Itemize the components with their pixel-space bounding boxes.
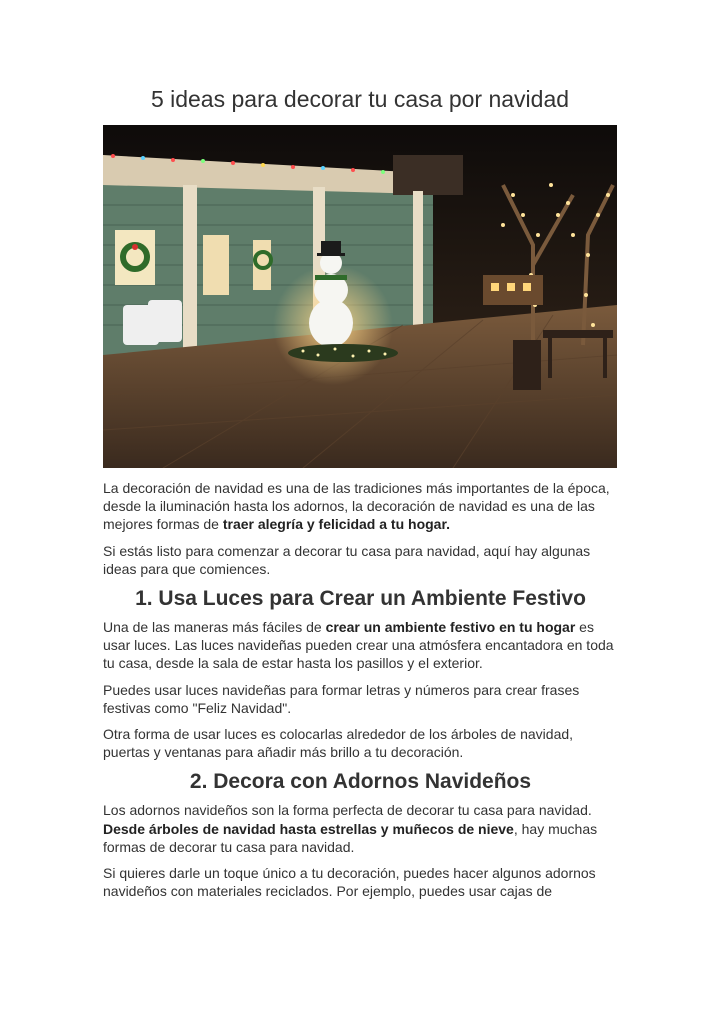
section-1-text: Una de las maneras más fáciles de xyxy=(103,619,326,636)
section-2-text: Los adornos navideños son la forma perfecta de decorar tu casa para navidad. xyxy=(103,802,592,819)
section-1-paragraph-3: Otra forma de usar luces es colocarlas alrededor de los árboles de navidad, puertas y ventanas para añadir más brillo a tu decoración. xyxy=(103,726,574,761)
section-1-paragraph-1 xyxy=(103,618,618,673)
page-title: 5 ideas para decorar tu casa por navidad xyxy=(150,86,570,112)
section-1-text-after: es usar luces. Las luces navideñas pueden crear una atmósfera encantadora en toda tu casa, desde la sala de estar hasta los pasillos y el exterior. xyxy=(103,619,614,672)
section-2-text-after: , hay muchas formas de decorar tu casa para navidad. xyxy=(103,820,598,855)
intro-paragraph-2: Si estás listo para comenzar a decorar tu casa para navidad, aquí hay algunas ideas para que comiences. xyxy=(103,542,591,577)
section-2-heading: 2. Decora con Adornos Navideños xyxy=(189,770,532,794)
section-1-paragraph-2: Puedes usar luces navideñas para formar letras y números para crear frases festivas como "Feliz Navidad". xyxy=(103,681,580,716)
section-2-paragraph-1 xyxy=(103,801,618,856)
intro-paragraph-1 xyxy=(103,479,618,534)
section-2-bold-text: Desde árboles de navidad hasta estrellas y muñecos de nieve xyxy=(103,820,514,837)
article-body xyxy=(103,479,618,908)
photo-illustration xyxy=(103,125,617,468)
intro-text: La decoración de navidad es una de las tradiciones más importantes de la época, desde la iluminación hasta los adornos, la decoración de navidad es una de las mejores formas de xyxy=(103,480,610,533)
intro-bold-text: traer alegría y felicidad a tu hogar. xyxy=(222,516,451,533)
section-2-paragraph-2: Si quieres darle un toque único a tu decoración, puedes hacer algunos adornos navideños con materiales reciclados. Por ejemplo, puedes usar cajas de xyxy=(103,865,596,900)
section-1-bold-text: crear un ambiente festivo en tu hogar xyxy=(325,619,576,636)
christmas-porch-photo xyxy=(103,125,617,468)
section-1-heading: 1. Usa Luces para Crear un Ambiente Festivo xyxy=(135,587,586,611)
